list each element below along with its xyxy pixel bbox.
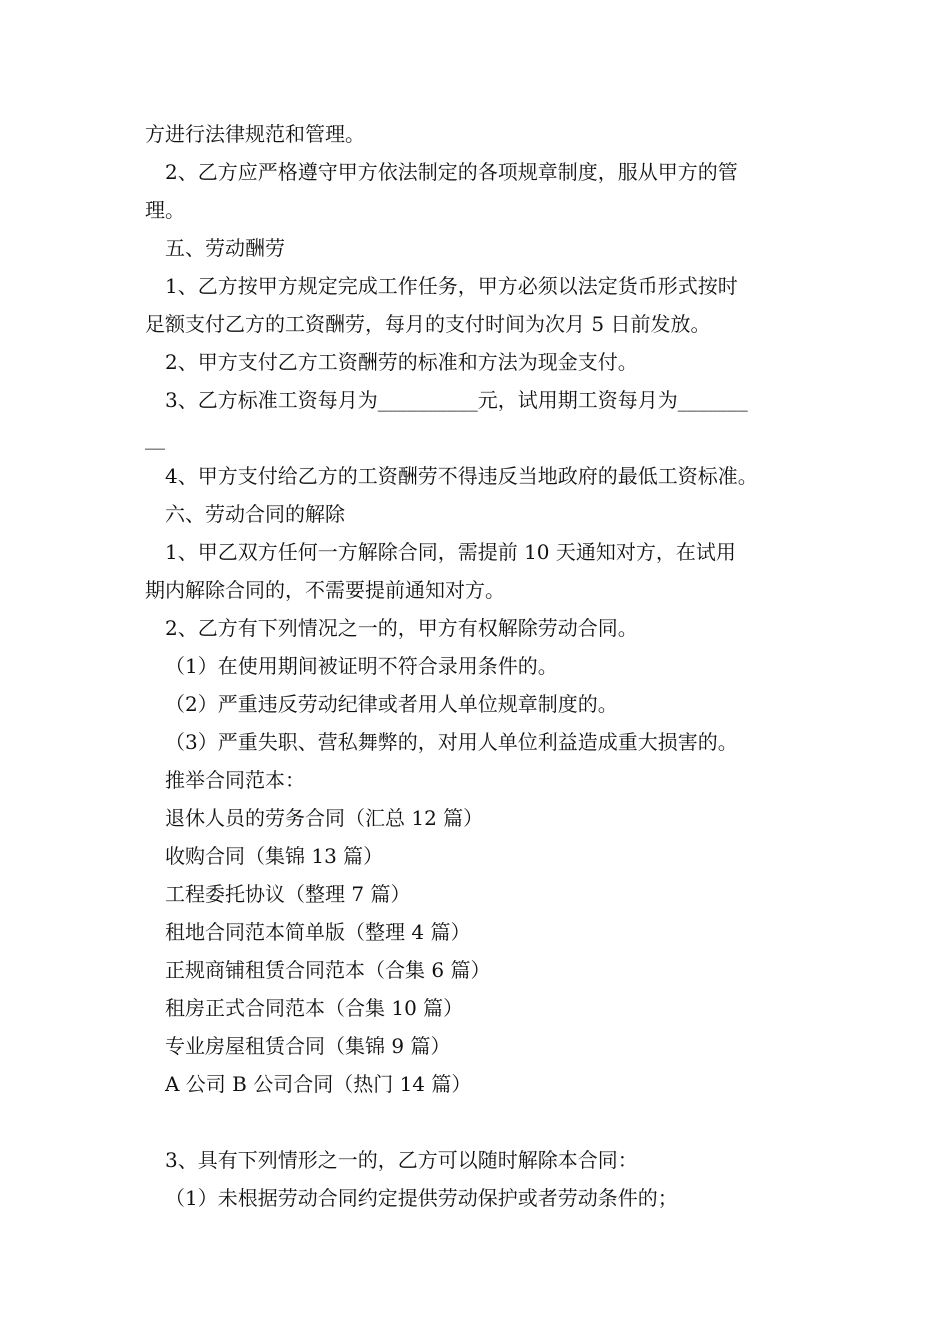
paragraph-payment-1: 1、乙方按甲方规定完成工作任务，甲方必须以法定货币形式按时	[165, 274, 738, 298]
paragraph-termination-2: 2、乙方有下列情况之一的，甲方有权解除劳动合同。	[165, 616, 638, 640]
paragraph-termination-3: 3、具有下列情形之一的，乙方可以随时解除本合同：	[165, 1148, 638, 1172]
recommended-link[interactable]: 收购合同（集锦 13 篇）	[165, 844, 384, 868]
recommended-link[interactable]: 正规商铺租赁合同范本（合集 6 篇）	[165, 958, 491, 982]
recommended-link[interactable]: 租房正式合同范本（合集 10 篇）	[165, 996, 464, 1020]
paragraph-termination-1-end: 期内解除合同的，不需要提前通知对方。	[145, 578, 505, 602]
recommended-link[interactable]: 工程委托协议（整理 7 篇）	[165, 882, 411, 906]
list-item-condition-1: （1）在使用期间被证明不符合录用条件的。	[165, 654, 558, 678]
recommended-link[interactable]: A 公司 B 公司合同（热门 14 篇）	[165, 1072, 472, 1096]
recommended-link[interactable]: 退休人员的劳务合同（汇总 12 篇）	[165, 806, 484, 830]
paragraph-payment-2: 2、甲方支付乙方工资酬劳的标准和方法为现金支付。	[165, 350, 638, 374]
list-item-employee-condition-1: （1）未根据劳动合同约定提供劳动保护或者劳动条件的；	[165, 1186, 678, 1210]
recommended-heading: 推举合同范本：	[165, 768, 305, 792]
paragraph-rules-compliance-end: 理。	[145, 198, 185, 222]
list-item-condition-2: （2）严重违反劳动纪律或者用人单位规章制度的。	[165, 692, 618, 716]
paragraph-rules-compliance: 2、乙方应严格遵守甲方依法制定的各项规章制度，服从甲方的管	[165, 160, 738, 184]
paragraph-continuation: 方进行法律规范和管理。	[145, 122, 365, 146]
paragraph-payment-4: 4、甲方支付给乙方的工资酬劳不得违反当地政府的最低工资标准。	[165, 464, 758, 488]
list-item-condition-3: （3）严重失职、营私舞弊的，对用人单位利益造成重大损害的。	[165, 730, 738, 754]
section-heading-remuneration: 五、劳动酬劳	[165, 236, 285, 260]
recommended-link[interactable]: 租地合同范本简单版（整理 4 篇）	[165, 920, 471, 944]
paragraph-payment-3-end: __	[145, 426, 165, 450]
paragraph-payment-1-end: 足额支付乙方的工资酬劳，每月的支付时间为次月 5 日前发放。	[145, 312, 711, 336]
section-heading-termination: 六、劳动合同的解除	[165, 502, 345, 526]
recommended-link[interactable]: 专业房屋租赁合同（集锦 9 篇）	[165, 1034, 451, 1058]
paragraph-termination-1: 1、甲乙双方任何一方解除合同，需提前 10 天通知对方，在试用	[165, 540, 736, 564]
paragraph-payment-3: 3、乙方标准工资每月为__________元，试用期工资每月为_______	[165, 388, 748, 412]
